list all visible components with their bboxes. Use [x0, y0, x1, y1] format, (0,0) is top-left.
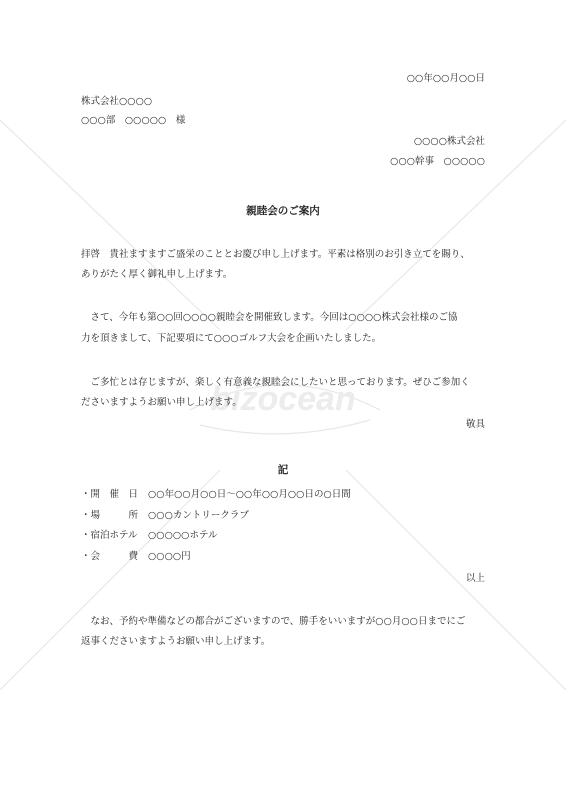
- paragraph-3-line-2: ださいますようお願い申し上げます。: [81, 397, 242, 408]
- item-value: ○○○カントリークラブ: [148, 510, 249, 521]
- footer-line-1: なお、予約や準備などの都合がございますので、勝手をいいますが○○月○○日までにご: [81, 616, 466, 627]
- item-label: ・場 所: [81, 510, 139, 521]
- recipient-company: 株式会社○○○○: [81, 96, 153, 107]
- document-date: ○○年○○月○○日: [406, 73, 485, 84]
- paragraph-1-line-2: ありがたく厚く御礼申し上げます。: [81, 269, 233, 280]
- paragraph-2-line-1: さて、今年も第○○回○○○○親睦会を開催致します。今回は○○○○株式会社様のご協: [81, 312, 458, 323]
- recipient-person: ○○○部 ○○○○○ 様: [81, 115, 186, 126]
- item-label: ・宿泊ホテル: [81, 530, 138, 541]
- item-label: ・会 費: [81, 551, 139, 562]
- ki-heading: 記: [277, 464, 289, 476]
- paragraph-3-line-1: ご多忙とは存じますが、楽しく有意義な親睦会にしたいと思っております。ぜひご参加く: [81, 377, 470, 388]
- svg-text:bizocean: bizocean: [210, 380, 356, 418]
- sender-person: ○○○幹事 ○○○○○: [390, 156, 485, 167]
- footer-line-2: 返事くださいますようお願い申し上げます。: [81, 636, 271, 647]
- item-value: ○○年○○月○○日～○○年○○月○○日の○日間: [148, 489, 351, 500]
- item-label: ・開 催 日: [81, 489, 139, 500]
- item-value: ○○○○円: [148, 551, 191, 562]
- paragraph-1-line-1: 拝啓 貴社ますますご盛栄のこととお慶び申し上げます。平素は格別のお引き立てを賜り、: [81, 249, 470, 260]
- document-title: 親睦会のご案内: [246, 205, 320, 217]
- sender-company: ○○○○株式会社: [413, 136, 485, 147]
- ijou-label: 以上: [465, 573, 485, 584]
- paragraph-2-line-2: 力を頂きまして、下記要項にて○○○ゴルフ大会を企画いたしました。: [81, 333, 382, 344]
- item-value: ○○○○○ホテル: [148, 530, 218, 541]
- closing-keigu: 敬具: [465, 419, 485, 430]
